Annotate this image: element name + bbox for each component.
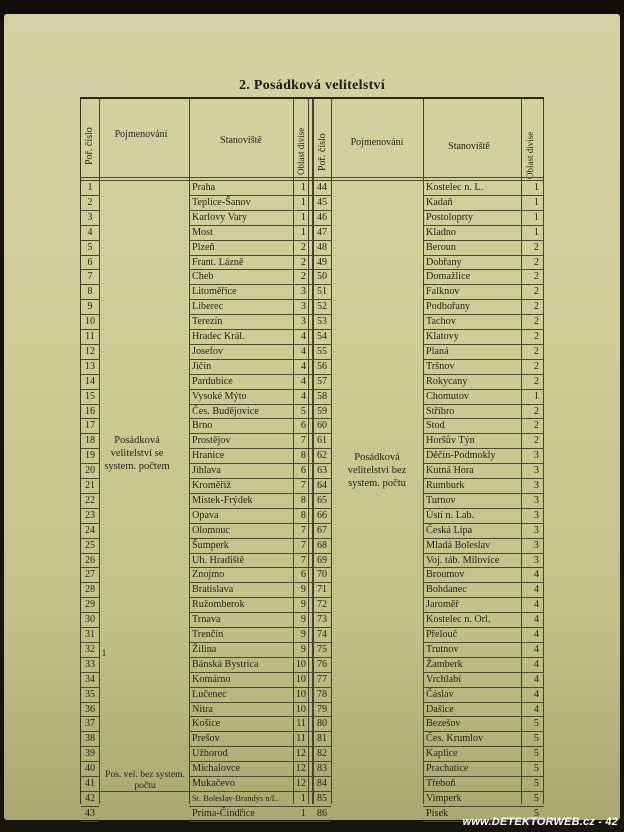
left-row-station: Brno [192, 420, 213, 432]
right-row-division: 3 [533, 554, 539, 566]
left-row-station: Michalovce [192, 763, 241, 775]
right-row-number: 85 [317, 792, 327, 804]
left-row-division: 7 [300, 435, 306, 447]
right-row-station: Kladno [426, 226, 456, 238]
left-row-number: 2 [87, 196, 93, 208]
left-row-number: 32 [85, 643, 95, 655]
right-row-division: 3 [533, 524, 539, 536]
left-row-division: 11 [296, 718, 306, 730]
right-row-station: Turnov [426, 494, 456, 506]
right-row-division: 2 [533, 420, 539, 432]
right-row-number: 54 [317, 331, 327, 342]
left-row-number: 41 [85, 778, 95, 789]
left-row-station: Prima-Čindřice [192, 807, 255, 819]
left-row-number: 5 [87, 241, 93, 253]
left-row-number: 30 [85, 614, 95, 626]
left-row-number: 40 [85, 763, 95, 775]
left-row-station: Užhorod [192, 748, 228, 760]
right-row-division: 3 [533, 450, 539, 462]
right-row-number: 83 [317, 763, 327, 775]
left-row-number: 35 [85, 688, 95, 700]
left-row-station: Praha [192, 182, 216, 193]
left-row-number: 26 [85, 554, 95, 566]
right-row-division: 2 [533, 345, 539, 357]
right-row-number: 60 [317, 420, 327, 432]
right-row-station: Ústí n. Lab. [426, 509, 475, 521]
left-row-division: 1 [300, 226, 306, 238]
left-row-station: Prešov [192, 733, 220, 745]
left-row-number: 42 [85, 792, 95, 804]
right-row-number: 71 [317, 584, 327, 596]
right-row-station: Kaplice [426, 748, 458, 760]
right-row-station: Dobřany [426, 256, 462, 268]
right-row-number: 78 [317, 688, 327, 700]
right-row-number: 52 [317, 301, 327, 313]
left-row-station: Opava [192, 509, 219, 521]
left-row-number: 3 [87, 211, 93, 223]
right-row-number: 65 [317, 494, 327, 506]
right-row-number: 59 [317, 405, 327, 417]
left-row-number: 7 [87, 271, 93, 283]
left-row-number: 43 [85, 807, 95, 819]
right-row-station: Rokycany [426, 375, 468, 387]
right-row-station: Kostelec n. Orl. [426, 614, 491, 626]
left-row-number: 20 [85, 465, 95, 477]
left-row-division: 5 [300, 405, 306, 417]
right-row-number: 75 [317, 643, 327, 655]
right-row-division: 2 [533, 316, 539, 328]
left-row-division: 7 [300, 554, 306, 566]
left-mark: 1 [101, 648, 107, 658]
left-row-division: 3 [300, 301, 306, 313]
right-header-no: Poř. číslo [317, 133, 328, 171]
right-row-division: 2 [533, 360, 539, 372]
row-rule [189, 821, 313, 822]
left-row-division: 2 [300, 241, 306, 253]
left-row-division: 9 [300, 614, 306, 626]
right-row-station: Broumov [426, 569, 465, 581]
left-row-number: 11 [85, 331, 95, 342]
left-row-division: 1 [300, 807, 306, 819]
left-row-station: Trenčín [192, 629, 224, 640]
right-row-division: 3 [533, 509, 539, 521]
left-row-division: 7 [300, 524, 306, 536]
left-row-station: Plzeň [192, 241, 215, 253]
left-row-station: Terezín [192, 316, 223, 328]
right-row-number: 73 [317, 614, 327, 626]
left-row-number: 28 [85, 584, 95, 596]
right-row-number: 76 [317, 658, 327, 670]
left-row-station: Znojmo [192, 569, 225, 581]
left-row-number: 18 [85, 435, 95, 447]
left-row-station: Ružomberok [192, 599, 245, 611]
right-row-division: 5 [533, 748, 539, 760]
left-row-division: 4 [300, 345, 306, 357]
right-row-number: 62 [317, 450, 327, 462]
left-row-division: 3 [300, 286, 306, 298]
left-row-division: 12 [295, 778, 306, 789]
right-row-station: Děčín-Podmokly [426, 450, 496, 462]
left-row-division: 4 [300, 331, 306, 342]
right-row-division: 4 [533, 658, 539, 670]
right-row-station: Rumburk [426, 480, 465, 491]
left-row-station: Bánská Bystrica [192, 658, 259, 670]
column-rule [99, 99, 100, 804]
right-row-number: 53 [317, 316, 327, 328]
left-row-division: 12 [295, 763, 306, 775]
right-row-station: Voj. táb. Milovice [426, 554, 500, 566]
left-row-number: 21 [85, 480, 95, 491]
right-row-number: 84 [317, 778, 327, 789]
right-row-number: 66 [317, 509, 327, 521]
left-row-station: Čes. Budějovice [192, 405, 259, 417]
right-row-number: 68 [317, 539, 327, 551]
left-row-division: 12 [295, 748, 306, 760]
right-row-division: 5 [533, 763, 539, 775]
left-row-station: Olomouc [192, 524, 230, 536]
left-row-station: Liberec [192, 301, 224, 313]
left-row-station: Josefov [192, 345, 224, 357]
left-row-division: 2 [300, 271, 306, 283]
right-row-station: Podbořany [426, 301, 471, 313]
left-row-number: 31 [85, 629, 95, 640]
right-row-division: 4 [533, 688, 539, 700]
right-row-number: 49 [317, 256, 327, 268]
left-header-division: Oblast divise [296, 127, 306, 175]
left-row-station: Trnava [192, 614, 221, 626]
right-row-division: 5 [533, 778, 539, 789]
left-row-station: Hranice [192, 450, 225, 462]
right-row-division: 2 [533, 331, 539, 342]
right-row-division: 1 [533, 390, 539, 402]
right-row-number: 69 [317, 554, 327, 566]
right-row-station: Stod [426, 420, 445, 432]
right-row-station: Domažlice [426, 271, 471, 283]
left-row-number: 10 [85, 316, 95, 328]
left-row-station: Vysoké Mýto [192, 390, 247, 402]
left-row-division: 4 [300, 360, 306, 372]
left-row-station: Most [192, 226, 213, 238]
watermark: www.DETEKTORWEB.cz - 42 [462, 816, 618, 828]
right-row-number: 50 [317, 271, 327, 283]
right-row-number: 77 [317, 673, 327, 685]
left-row-division: 4 [300, 390, 306, 402]
left-row-number: 15 [85, 390, 95, 402]
left-row-station: Prostějov [192, 435, 231, 447]
right-row-station: Falknov [426, 286, 460, 298]
right-row-number: 64 [317, 480, 327, 491]
right-row-number: 55 [317, 345, 327, 357]
left-row-division: 9 [300, 643, 306, 655]
left-row-station: Nitra [192, 703, 213, 715]
left-row-division: 8 [300, 494, 306, 506]
left-row-number: 6 [87, 256, 93, 268]
right-row-number: 63 [317, 465, 327, 477]
left-row-number: 23 [85, 509, 95, 521]
left-row-station: Šumperk [192, 539, 229, 551]
column-rule [543, 99, 544, 804]
left-row-number: 29 [85, 599, 95, 611]
right-header-station: Stanoviště [448, 141, 490, 152]
left-row-station: Kroměříž [192, 480, 232, 491]
right-row-division: 2 [533, 435, 539, 447]
right-row-division: 3 [533, 494, 539, 506]
right-row-division: 5 [533, 792, 539, 804]
left-row-number: 12 [85, 345, 95, 357]
column-rule [331, 99, 332, 804]
right-row-division: 4 [533, 569, 539, 581]
right-row-number: 56 [317, 360, 327, 372]
left-row-division: 3 [300, 316, 306, 328]
left-header-station: Stanoviště [220, 135, 262, 146]
left-row-division: 1 [300, 792, 306, 804]
right-row-division: 2 [533, 301, 539, 313]
left-row-station: Místek-Frýdek [192, 494, 253, 506]
left-row-number: 8 [87, 286, 93, 298]
right-row-division: 2 [533, 405, 539, 417]
right-row-number: 46 [317, 211, 327, 223]
left-row-number: 34 [85, 673, 95, 685]
right-row-number: 86 [317, 807, 327, 819]
left-row-number: 38 [85, 733, 95, 745]
left-row-station: Pardubice [192, 375, 233, 387]
right-row-station: Bohdanec [426, 584, 467, 596]
right-row-division: 5 [533, 733, 539, 745]
left-row-division: 9 [300, 629, 306, 640]
left-row-division: 11 [296, 733, 306, 745]
left-row-station: Žilina [192, 643, 217, 655]
left-group-label: Posádková velitelství se system. počtem [104, 435, 170, 472]
right-row-division: 4 [533, 673, 539, 685]
left-row-division: 10 [295, 673, 306, 685]
right-row-station: Horšův Týn [426, 435, 475, 447]
right-row-division: 2 [533, 241, 539, 253]
left-header-name: Pojmenování [114, 129, 168, 140]
right-row-station: Tršnov [426, 360, 455, 372]
right-row-number: 81 [317, 733, 327, 745]
right-row-station: Trutnov [426, 643, 459, 655]
left-row-number: 37 [85, 718, 95, 730]
page-title: 2. Posádková velitelství [238, 78, 386, 93]
left-row-station: Cheb [192, 271, 214, 283]
right-row-station: Kadaň [426, 196, 453, 208]
left-row-station: Uh. Hradiště [192, 554, 245, 566]
right-row-division: 1 [533, 196, 539, 208]
right-row-division: 5 [533, 807, 539, 819]
row-rule [81, 821, 99, 822]
right-row-division: 5 [533, 718, 539, 730]
right-row-station: Mladá Boleslav [426, 539, 491, 551]
left-row-station: Mukačevo [192, 778, 235, 789]
column-rule [423, 99, 424, 804]
left-group-label-2: Pos. vel. bez system. počtu [105, 769, 185, 791]
right-group-label: Posádková velitelství bez system. počtu [347, 452, 407, 489]
left-row-number: 4 [87, 226, 93, 238]
right-row-number: 74 [317, 629, 327, 640]
right-row-division: 2 [533, 271, 539, 283]
right-row-number: 72 [317, 599, 327, 611]
left-row-station: Karlovy Vary [192, 211, 247, 223]
right-row-division: 2 [533, 375, 539, 387]
right-row-station: Planá [426, 345, 449, 357]
right-row-division: 1 [533, 211, 539, 223]
left-row-division: 9 [300, 584, 306, 596]
right-row-division: 2 [533, 286, 539, 298]
left-row-station: Košice [192, 718, 221, 730]
right-row-station: Kostelec n. L. [426, 182, 484, 193]
left-row-number: 1 [87, 182, 93, 193]
right-row-number: 45 [317, 196, 327, 208]
left-row-number: 16 [85, 405, 95, 417]
right-row-division: 4 [533, 629, 539, 640]
left-row-division: 1 [300, 196, 306, 208]
right-row-number: 61 [317, 435, 327, 447]
left-row-division: 10 [295, 688, 306, 700]
left-row-number: 22 [85, 494, 95, 506]
right-row-division: 4 [533, 643, 539, 655]
right-row-station: Klatovy [426, 331, 459, 342]
left-row-station: Jičín [192, 360, 212, 372]
right-row-station: Kutná Hora [426, 465, 474, 477]
right-row-division: 3 [533, 465, 539, 477]
left-row-station: Jihlava [192, 465, 221, 477]
right-row-station: Přelouč [426, 629, 458, 640]
right-row-station: Písek [426, 807, 449, 819]
right-row-station: Chomutov [426, 390, 470, 402]
right-row-number: 57 [317, 375, 327, 387]
left-row-division: 1 [300, 182, 306, 193]
left-row-number: 13 [85, 360, 95, 372]
right-row-station: Čáslav [426, 688, 454, 700]
right-row-number: 51 [317, 286, 327, 298]
left-row-division: 7 [300, 539, 306, 551]
right-row-number: 82 [317, 748, 327, 760]
left-row-station: Teplice-Šanov [192, 196, 251, 208]
left-row-number: 19 [85, 450, 95, 462]
left-row-division: 2 [300, 256, 306, 268]
left-row-division: 10 [295, 658, 306, 670]
right-header-division: Oblast divise [525, 131, 535, 179]
right-row-station: Třeboň [426, 778, 456, 789]
right-row-number: 58 [317, 390, 327, 402]
left-row-division: 8 [300, 450, 306, 462]
left-row-number: 36 [85, 703, 95, 715]
right-row-division: 4 [533, 703, 539, 715]
column-rule [189, 99, 190, 804]
left-row-division: 7 [300, 480, 306, 491]
right-row-division: 4 [533, 599, 539, 611]
right-row-number: 67 [317, 524, 327, 536]
left-row-number: 14 [85, 375, 95, 387]
right-row-division: 3 [533, 480, 539, 491]
left-row-division: 6 [300, 569, 306, 581]
right-row-number: 70 [317, 569, 327, 581]
left-row-station: St. Boleslav-Brandýs n/L. [192, 793, 280, 803]
right-row-number: 44 [317, 182, 327, 193]
left-row-division: 9 [300, 599, 306, 611]
right-row-number: 79 [317, 703, 327, 715]
left-row-station: Bratislava [192, 584, 234, 596]
left-row-number: 24 [85, 524, 95, 536]
right-row-division: 4 [533, 614, 539, 626]
left-row-station: Litoměřice [192, 286, 237, 298]
left-row-division: 6 [300, 420, 306, 432]
left-header-no: Poř. číslo [84, 127, 95, 165]
right-row-station: Beroun [426, 241, 456, 253]
left-row-station: Frant. Lázně [192, 256, 244, 268]
left-row-station: Hradec Král. [192, 331, 245, 342]
left-row-division: 1 [300, 211, 306, 223]
group-rule [99, 791, 189, 792]
right-row-station: Postoloprty [426, 211, 473, 223]
right-row-number: 48 [317, 241, 327, 253]
right-row-division: 1 [533, 182, 539, 193]
right-row-number: 47 [317, 226, 327, 238]
right-row-station: Tachov [426, 316, 456, 328]
left-row-number: 33 [85, 658, 95, 670]
right-row-station: Čes. Krumlov [426, 733, 484, 745]
right-row-station: Prachatice [426, 763, 469, 775]
left-row-division: 8 [300, 509, 306, 521]
row-rule [313, 821, 331, 822]
right-row-division: 4 [533, 584, 539, 596]
right-row-station: Žamberk [426, 658, 463, 670]
garrison-table [80, 97, 544, 819]
right-row-division: 1 [533, 226, 539, 238]
right-row-division: 3 [533, 539, 539, 551]
left-row-number: 27 [85, 569, 95, 581]
left-row-division: 4 [300, 375, 306, 387]
right-row-division: 2 [533, 256, 539, 268]
right-row-station: Vrchlabí [426, 673, 462, 685]
right-row-station: Vimperk [426, 792, 462, 804]
right-row-station: Česká Lípa [426, 524, 473, 536]
left-row-number: 39 [85, 748, 95, 760]
left-row-number: 9 [87, 301, 93, 313]
left-row-station: Lučenec [192, 688, 227, 700]
left-row-number: 25 [85, 539, 95, 551]
right-header-name: Pojmenování [350, 137, 404, 148]
left-row-station: Komárno [192, 673, 231, 685]
right-row-station: Stříbro [426, 405, 455, 417]
right-row-number: 80 [317, 718, 327, 730]
right-row-station: Jaroměř [426, 599, 459, 611]
right-row-station: Bezešov [426, 718, 461, 730]
left-row-division: 6 [300, 465, 306, 477]
right-row-station: Dašice [426, 703, 454, 715]
left-row-division: 10 [295, 703, 306, 715]
left-row-number: 17 [85, 420, 95, 432]
